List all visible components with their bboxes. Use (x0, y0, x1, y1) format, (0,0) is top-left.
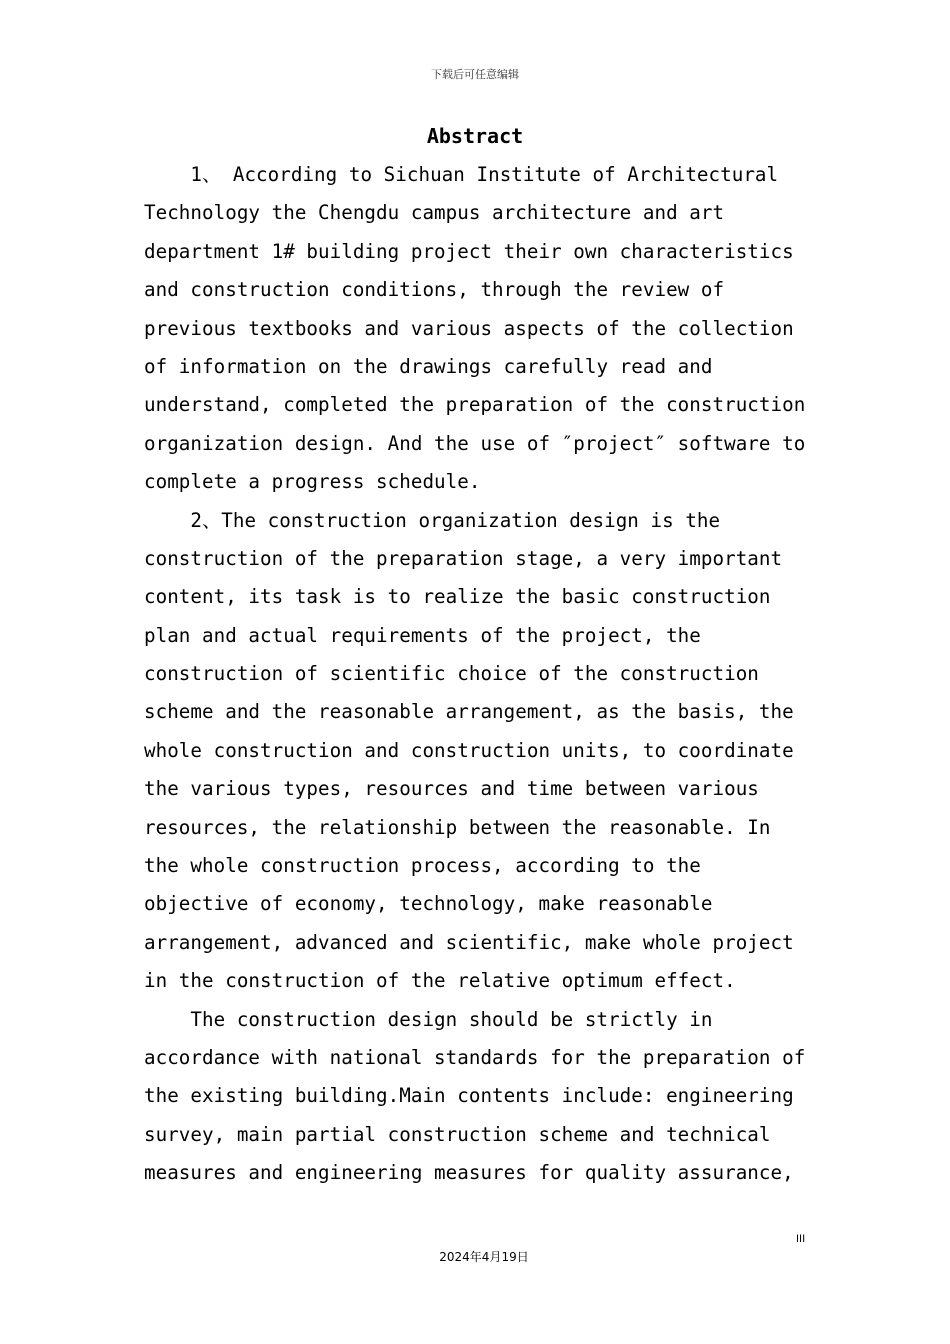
body-line: accordance with national standards for the preparation of (144, 1045, 806, 1069)
body-line: arrangement, advanced and scientific, make whole project (144, 930, 794, 954)
body-line: construction of scientific choice of the construction (144, 662, 759, 686)
body-line: of information on the drawings carefully read and (144, 354, 713, 378)
header-note: 下载后可任意编辑 (431, 68, 519, 81)
body-line: content, its task is to realize the basic construction (144, 585, 771, 609)
body-line: organization design. And the use of ″project″ software to (144, 431, 806, 455)
body-line: Technology the Chengdu campus architecture and art (144, 201, 725, 225)
page-title: Abstract (426, 124, 524, 148)
page-number: III (796, 1233, 806, 1245)
abstract-body (144, 156, 808, 1193)
body-line: measures and engineering measures for quality assurance, (144, 1161, 794, 1185)
body-line: previous textbooks and various aspects of the collection (144, 316, 794, 340)
body-line: 1、 According to Sichuan Institute of Architectural (144, 163, 779, 186)
body-line: resources, the relationship between the reasonable. In (144, 815, 771, 839)
body-line: the various types, resources and time between various (144, 777, 759, 801)
body-line: whole construction and construction units, to coordinate (144, 738, 794, 762)
body-line: understand, completed the preparation of the construction (144, 393, 806, 417)
body-line: plan and actual requirements of the project, the (144, 623, 701, 647)
body-line: The construction design should be strictly in (144, 1007, 713, 1031)
body-line: and construction conditions, through the review of (144, 278, 725, 302)
body-line: department 1# building project their own characteristics (144, 239, 794, 263)
body-line: scheme and the reasonable arrangement, as the basis, the (144, 700, 794, 724)
body-line: 2、The construction organization design is the (144, 508, 721, 532)
body-line: in the construction of the relative optimum effect. (144, 969, 736, 993)
footer-date: 2024年4月19日 (439, 1250, 529, 1264)
body-line: the whole construction process, according to the (144, 854, 701, 878)
body-line: complete a progress schedule. (144, 470, 481, 494)
body-line: the existing building.Main contents include: engineering (144, 1084, 794, 1108)
body-line: construction of the preparation stage, a very important (144, 546, 783, 570)
body-line: objective of economy, technology, make reasonable (144, 892, 713, 916)
body-line: survey, main partial construction scheme and technical (144, 1122, 771, 1146)
